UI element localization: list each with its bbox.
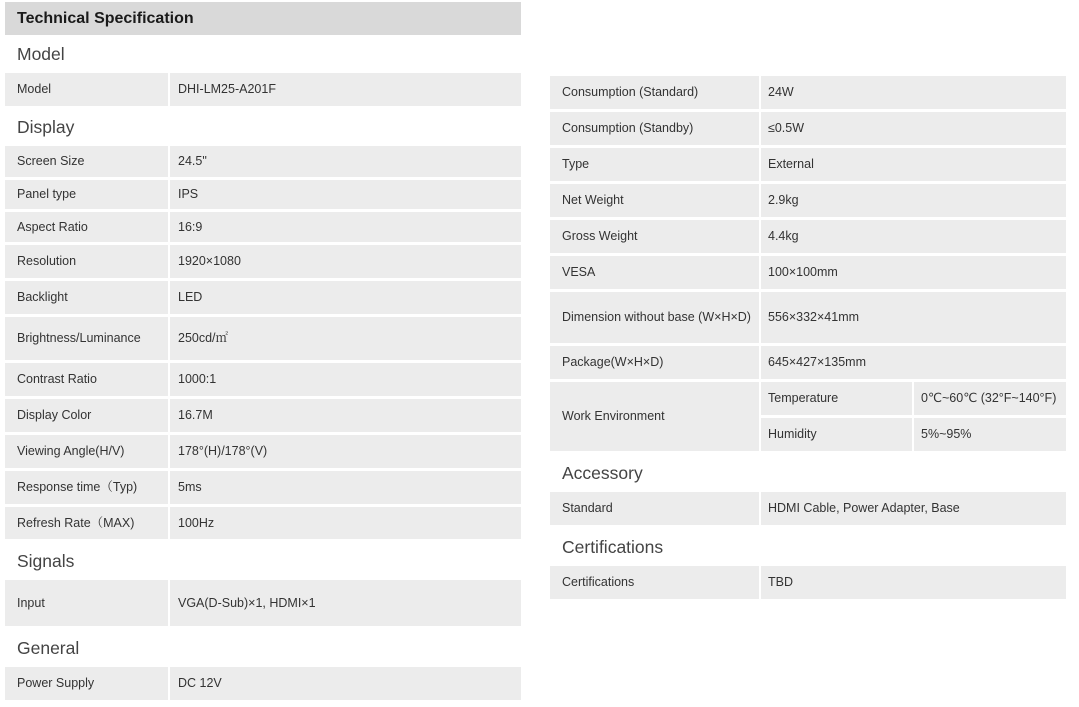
spec-value: 100×100mm [761, 256, 1066, 289]
section-heading-signals: Signals [17, 550, 75, 571]
spec-row [5, 317, 521, 360]
spec-row [5, 399, 521, 432]
spec-row [5, 73, 521, 106]
spec-subvalue: 0℃~60℃ (32°F~140°F) [914, 382, 1066, 415]
spec-value: ≤0.5W [761, 112, 1066, 145]
right-column [550, 76, 1066, 602]
spec-value: 1000:1 [170, 363, 521, 396]
section-heading-model: Model [17, 43, 65, 64]
spec-subkey: Temperature [761, 382, 912, 415]
spec-subrow [761, 382, 1066, 415]
spec-key: Viewing Angle(H/V) [5, 435, 168, 468]
spec-row [550, 346, 1066, 379]
spec-key: Certifications [550, 566, 759, 599]
spec-subvalue: 5%~95% [914, 418, 1066, 451]
spec-value: 16.7M [170, 399, 521, 432]
spec-row [5, 146, 521, 177]
spec-row [5, 435, 521, 468]
spec-value: DHI-LM25-A201F [170, 73, 521, 106]
spec-key: Power Supply [5, 667, 168, 700]
spec-row [550, 256, 1066, 289]
spec-key: Brightness/Luminance [5, 317, 168, 360]
spec-row [5, 212, 521, 242]
spec-row [550, 148, 1066, 181]
spec-value: 24.5" [170, 146, 521, 177]
spec-value: 100Hz [170, 507, 521, 539]
spec-key: Package(W×H×D) [550, 346, 759, 379]
section-heading-certifications: Certifications [562, 536, 664, 557]
spec-key: Backlight [5, 281, 168, 314]
spec-value: 24W [761, 76, 1066, 109]
spec-value: HDMI Cable, Power Adapter, Base [761, 492, 1066, 525]
left-column [5, 2, 521, 703]
spec-key: Screen Size [5, 146, 168, 177]
spec-row [5, 281, 521, 314]
spec-value: 4.4kg [761, 220, 1066, 253]
spec-subkey: Humidity [761, 418, 912, 451]
spec-value: DC 12V [170, 667, 521, 700]
spec-key: Consumption (Standby) [550, 112, 759, 145]
spec-key: Input [5, 580, 168, 626]
spec-key: Response time（Typ) [5, 471, 168, 504]
section-heading-general: General [17, 637, 80, 658]
spec-value: TBD [761, 566, 1066, 599]
spec-row [5, 580, 521, 626]
spec-key: Panel type [5, 180, 168, 209]
spec-row [550, 184, 1066, 217]
work-environment-subtable [761, 382, 1066, 451]
work-environment-row [550, 382, 1066, 451]
spec-value: LED [170, 281, 521, 314]
spec-value: 178°(H)/178°(V) [170, 435, 521, 468]
spec-value: 250cd/㎡ [170, 317, 521, 360]
spec-key: Standard [550, 492, 759, 525]
spec-value: 2.9kg [761, 184, 1066, 217]
spec-row [5, 180, 521, 209]
spec-key: Dimension without base (W×H×D) [550, 292, 759, 343]
spec-value: 1920×1080 [170, 245, 521, 278]
spec-key: Type [550, 148, 759, 181]
spec-key: VESA [550, 256, 759, 289]
spec-value: VGA(D-Sub)×1, HDMI×1 [170, 580, 521, 626]
spec-value: 556×332×41mm [761, 292, 1066, 343]
spec-row [5, 245, 521, 278]
spec-key: Consumption (Standard) [550, 76, 759, 109]
spec-row [550, 112, 1066, 145]
spec-key: Resolution [5, 245, 168, 278]
spec-row [5, 507, 521, 539]
spec-key: Model [5, 73, 168, 106]
spec-key: Work Environment [550, 382, 759, 451]
spec-row [5, 363, 521, 396]
spec-key: Gross Weight [550, 220, 759, 253]
spec-value: IPS [170, 180, 521, 209]
spec-key: Refresh Rate（MAX) [5, 507, 168, 539]
spec-row [550, 76, 1066, 109]
section-heading-accessory: Accessory [562, 462, 643, 483]
spec-key: Aspect Ratio [5, 212, 168, 242]
spec-row [5, 667, 521, 700]
spec-row [550, 292, 1066, 343]
spec-subrow [761, 418, 1066, 451]
spec-row [5, 471, 521, 504]
page-title: Technical Specification [5, 2, 521, 35]
spec-value: 16:9 [170, 212, 521, 242]
spec-key: Display Color [5, 399, 168, 432]
spec-row [550, 566, 1066, 599]
spec-value: 5ms [170, 471, 521, 504]
spec-key: Contrast Ratio [5, 363, 168, 396]
spec-key: Net Weight [550, 184, 759, 217]
spec-value: External [761, 148, 1066, 181]
spec-value: 645×427×135mm [761, 346, 1066, 379]
spec-row [550, 492, 1066, 525]
spec-row [550, 220, 1066, 253]
section-heading-display: Display [17, 117, 75, 137]
